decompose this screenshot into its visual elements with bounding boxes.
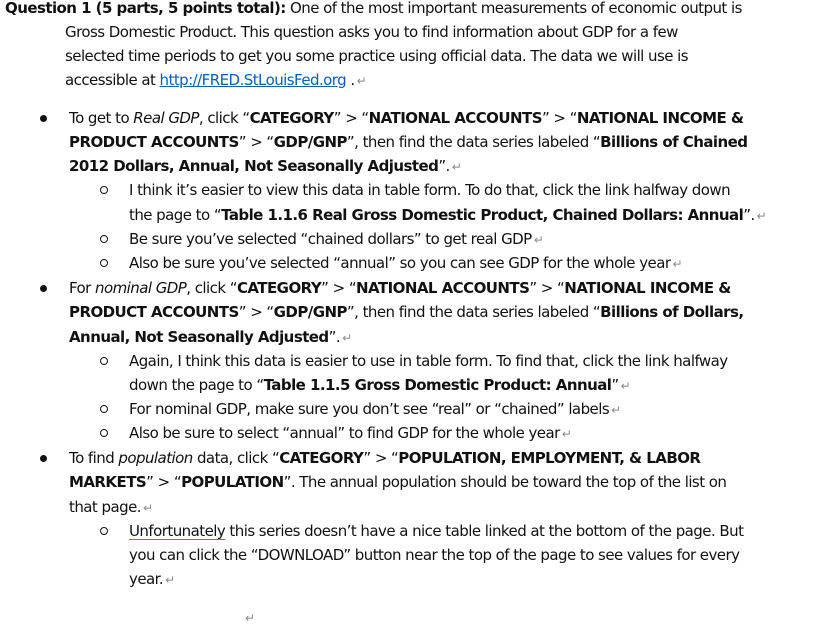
question-line-1 <box>5 0 742 19</box>
paragraph-mark: ↵ <box>756 209 767 223</box>
markets-label: MARKETS <box>69 473 147 491</box>
series-label: Billions of Chained <box>600 133 748 151</box>
paragraph-mark: ↵ <box>165 573 176 587</box>
text: For <box>69 279 96 297</box>
question-line-3 <box>65 45 688 67</box>
gdp-gnp-label: GDP/GNP <box>273 133 347 151</box>
series-label-cont: Annual, Not Seasonally Adjusted <box>69 328 329 346</box>
text: ”. <box>438 157 450 175</box>
paragraph-mark: ↵ <box>356 74 367 88</box>
paragraph-mark: ↵ <box>672 257 683 271</box>
intro-text-4-end: . <box>346 71 355 89</box>
series-label-cont: 2012 Dollars, Annual, Not Seasonally Adjusted <box>69 157 439 175</box>
category-label: CATEGORY <box>279 449 364 467</box>
sub-bullet <box>100 357 108 365</box>
text: ” > “ <box>363 449 399 467</box>
population-line-2 <box>69 471 726 493</box>
text: data, click “ <box>192 449 280 467</box>
population-term: population <box>118 449 193 467</box>
intro-text-3: selected time periods to get you some practice using official data. The data we will use is <box>65 47 689 65</box>
gdp-gnp-label: GDP/GNP <box>273 303 347 321</box>
text: , click “ <box>186 279 237 297</box>
text: I think it’s easier to view this data in table form. To do that, click the link halfway down <box>129 181 731 199</box>
real-gdp-line-3 <box>69 155 462 178</box>
nominal-gdp-sub1-line-2 <box>129 374 631 397</box>
text: that page. <box>69 498 141 516</box>
text: Also be sure to select “annual” to find GDP for the whole year <box>129 424 560 442</box>
nominal-gdp-sub1-line-1 <box>129 350 728 372</box>
real-gdp-sub1-line-2 <box>129 204 767 227</box>
text: the page to “ <box>129 206 222 224</box>
text: For nominal GDP, make sure you don’t see “real” or “chained” labels <box>129 400 610 418</box>
product-accounts-label: PRODUCT ACCOUNTS <box>69 303 239 321</box>
intro-text-2: Gross Domestic Product. This question asks you to find information about GDP for a few <box>65 23 678 41</box>
text: ” > “ <box>146 473 182 491</box>
real-gdp-sub2 <box>129 228 544 251</box>
real-gdp-line-2 <box>69 131 747 153</box>
real-gdp-sub1-line-1 <box>129 179 730 201</box>
text: ” > “ <box>541 109 577 127</box>
real-gdp-term: Real GDP <box>133 109 199 127</box>
paragraph-mark: ↵ <box>142 501 154 515</box>
bullet-population <box>40 455 47 462</box>
population-sub1-line-1 <box>129 520 743 542</box>
text: , click “ <box>198 109 250 127</box>
bullet-nominal-gdp <box>40 285 47 292</box>
text: ”, then find the data series labeled “ <box>346 303 601 321</box>
text: ” > “ <box>238 303 274 321</box>
real-gdp-line-1 <box>69 107 743 129</box>
sub-bullet <box>100 405 108 413</box>
paragraph-mark: ↵ <box>561 427 572 441</box>
bullet-real-gdp <box>40 115 47 122</box>
text: ” > “ <box>238 133 274 151</box>
national-income-label: NATIONAL INCOME & <box>564 279 731 297</box>
nominal-gdp-sub2 <box>129 398 621 421</box>
product-accounts-label: PRODUCT ACCOUNTS <box>69 133 239 151</box>
question-line-2 <box>65 21 678 43</box>
national-income-label: NATIONAL INCOME & <box>576 109 744 127</box>
category-label: CATEGORY <box>236 279 322 297</box>
text: ” > “ <box>333 109 369 127</box>
text: To get to <box>69 109 134 127</box>
nominal-gdp-line-3 <box>69 326 352 349</box>
nominal-gdp-line-2 <box>69 301 744 323</box>
text: ” > “ <box>321 279 357 297</box>
paragraph-mark: ↵ <box>451 160 462 174</box>
text: ”. <box>328 328 341 346</box>
national-accounts-label: NATIONAL ACCOUNTS <box>356 279 530 297</box>
intro-text-4: accessible at <box>65 71 160 89</box>
nominal-gdp-line-1 <box>69 277 731 299</box>
empty-paragraph <box>243 606 255 629</box>
text: To find <box>69 449 119 467</box>
sub-bullet <box>100 235 108 243</box>
population-sub1-line-2 <box>129 544 739 566</box>
text: Also be sure you’ve selected “annual” so you can see GDP for the whole year <box>129 254 671 272</box>
question-title: Question 1 (5 parts, 5 points total): <box>5 0 286 17</box>
paragraph-mark: ↵ <box>611 403 622 417</box>
text: down the page to “ <box>129 376 264 394</box>
text: this series doesn’t have a nice table linked at the bottom of the page. But <box>225 522 744 540</box>
text: Be sure you’ve selected “chained dollars” to get real GDP <box>129 230 532 248</box>
text: ”. <box>743 206 755 224</box>
sub-bullet <box>100 186 108 194</box>
fred-link[interactable]: http://FRED.StLouisFed.org <box>159 71 347 89</box>
real-gdp-sub3 <box>129 252 683 275</box>
paragraph-mark: ↵ <box>533 233 544 247</box>
text: ” > “ <box>529 279 565 297</box>
series-label: Billions of Dollars, <box>600 303 744 321</box>
sub-bullet <box>100 259 108 267</box>
intro-text-1: One of the most important measurements of economic output is <box>285 0 742 17</box>
nominal-gdp-term: nominal GDP <box>95 279 187 297</box>
paragraph-mark: ↵ <box>342 331 353 345</box>
population-line-3 <box>69 496 153 519</box>
population-sub1-line-3 <box>129 568 175 591</box>
unfortunately-word: Unfortunately <box>129 522 226 540</box>
text: you can click the “DOWNLOAD” button near the top of the page to see values for every <box>129 546 740 564</box>
table-1-1-5-label: Table 1.1.5 Gross Domestic Product: Annual <box>263 376 612 394</box>
paragraph-mark: ↵ <box>245 611 256 625</box>
paragraph-mark: ↵ <box>620 379 631 393</box>
table-1-1-6-label: Table 1.1.6 Real Gross Domestic Product, Chained Dollars: Annual <box>221 206 744 224</box>
text: year. <box>129 570 164 588</box>
text: ” <box>611 376 619 394</box>
question-line-4 <box>65 69 367 92</box>
text: ”. The annual population should be toward the top of the list on <box>283 473 727 491</box>
nominal-gdp-sub3 <box>129 422 572 445</box>
national-accounts-label: NATIONAL ACCOUNTS <box>368 109 542 127</box>
category-label: CATEGORY <box>249 109 334 127</box>
population-employment-label: POPULATION, EMPLOYMENT, & LABOR <box>398 449 701 467</box>
sub-bullet <box>100 527 108 535</box>
text: ”, then find the data series labeled “ <box>346 133 601 151</box>
population-label: POPULATION <box>181 473 284 491</box>
population-line-1 <box>69 447 700 469</box>
text: Again, I think this data is easier to use in table form. To find that, click the link halfway <box>129 352 728 370</box>
sub-bullet <box>100 429 108 437</box>
